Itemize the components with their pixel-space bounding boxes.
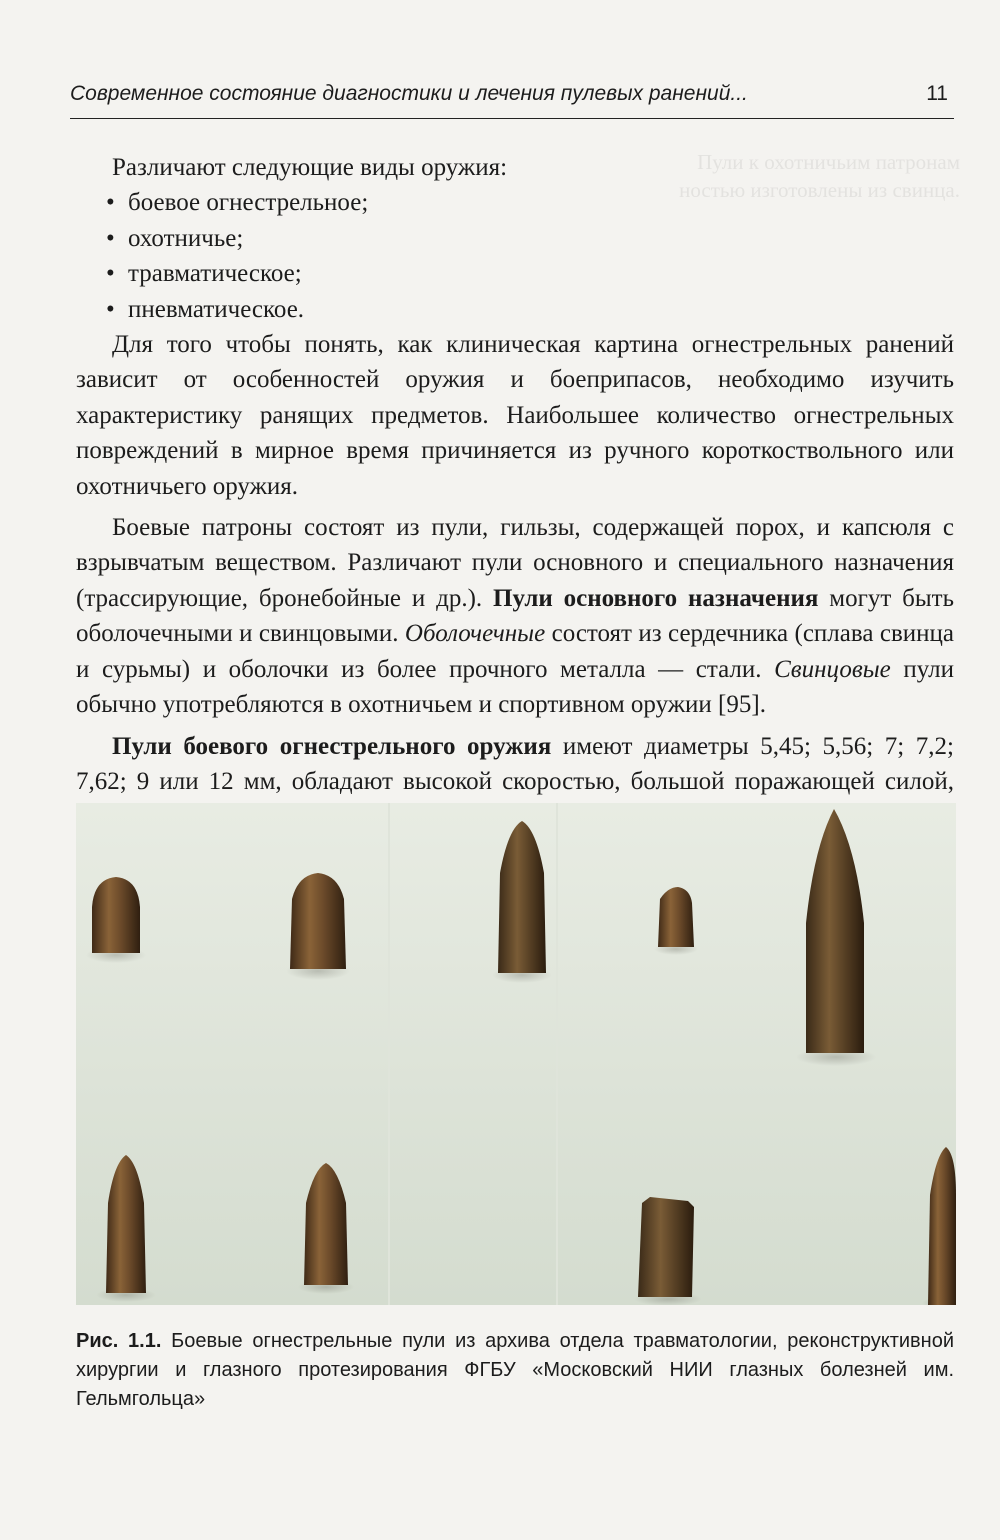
text-run: Боевые патроны состоят из пули, гильзы, содержащей порох, и капсюля с взрывчатым веществом. Различают пули основного и специального назначения (трассирующие, бронебойные и др.).: [76, 514, 954, 612]
text-run: пули обычно употребляются в охотничьем и спортивном оружии [95].: [76, 655, 954, 719]
bold-term: Пули основного назначения: [493, 584, 819, 612]
paragraph-cartridges: [76, 510, 954, 722]
list-item: • травматическое;: [106, 256, 954, 291]
bullet-pointed: [492, 821, 552, 983]
figure-caption: [76, 1327, 954, 1414]
weapon-types-list: [76, 185, 954, 327]
italic-term: Свинцовые: [774, 655, 891, 683]
bullet-fragment: [654, 887, 698, 955]
list-item: • боевое огнестрельное;: [106, 185, 954, 220]
running-header: [70, 76, 954, 119]
bullet-round-nose: [86, 877, 146, 963]
bold-term: Пули боевого огнестрельного оружия: [112, 732, 552, 760]
list-item: • охотничье;: [106, 221, 954, 256]
page-number: 11: [926, 82, 948, 105]
text-run: могут быть оболочечными и свинцовыми.: [76, 584, 954, 648]
figure-label: Рис. 1.1.: [76, 1330, 162, 1352]
bleed-through-text: Пули к охотничьим патронам ностью изготовлены из свинца.: [679, 150, 960, 202]
bullet-pointed-lower: [298, 1163, 354, 1294]
running-header-title: Современное состояние диагностики и лечения пулевых ранений...: [70, 82, 748, 105]
main-text: [76, 150, 954, 835]
list-item: • пневматическое.: [106, 292, 954, 327]
bullet-truncated: [286, 873, 350, 980]
list-intro: Различают следующие виды оружия:: [112, 154, 508, 181]
bullet-deformed: [634, 1197, 702, 1305]
italic-term: Оболочечные: [404, 620, 546, 648]
bullet-pointed-lower: [922, 1147, 956, 1305]
figure-caption-text: Боевые огнестрельные пули из архива отдела травматологии, реконструктивной хирургии и глазного протезирования ФГБУ «Московский НИИ глазных болезней им. Гельмгольца»: [76, 1330, 954, 1410]
bullet-long-spitzer: [796, 809, 876, 1066]
bullet-pointed-lower: [96, 1155, 156, 1302]
text-run: состоят из сердечника (сплава свинца и сурьмы) и оболочки из более прочного металла — стали.: [76, 620, 954, 683]
bullets-photo: [76, 803, 956, 1305]
bullets-drawing: [76, 803, 956, 1305]
text-run: имеют диаметры 5,45; 5,56; 7; 7,2; 7,62; 9 или 12 мм, обладают высокой скоростью, большой поражающей силой,: [76, 732, 954, 795]
paragraph-weapon-characteristics: Для того чтобы понять, как клиническая картина огнестрельных ранений зависит от особенностей оружия и боеприпасов, необходимо изучить характеристику ранящих предметов. Наибольшее количество огнестрельных повреждений в мирное время причиняется из ручного короткоствольного или охотничьего оружия.: [76, 331, 954, 500]
